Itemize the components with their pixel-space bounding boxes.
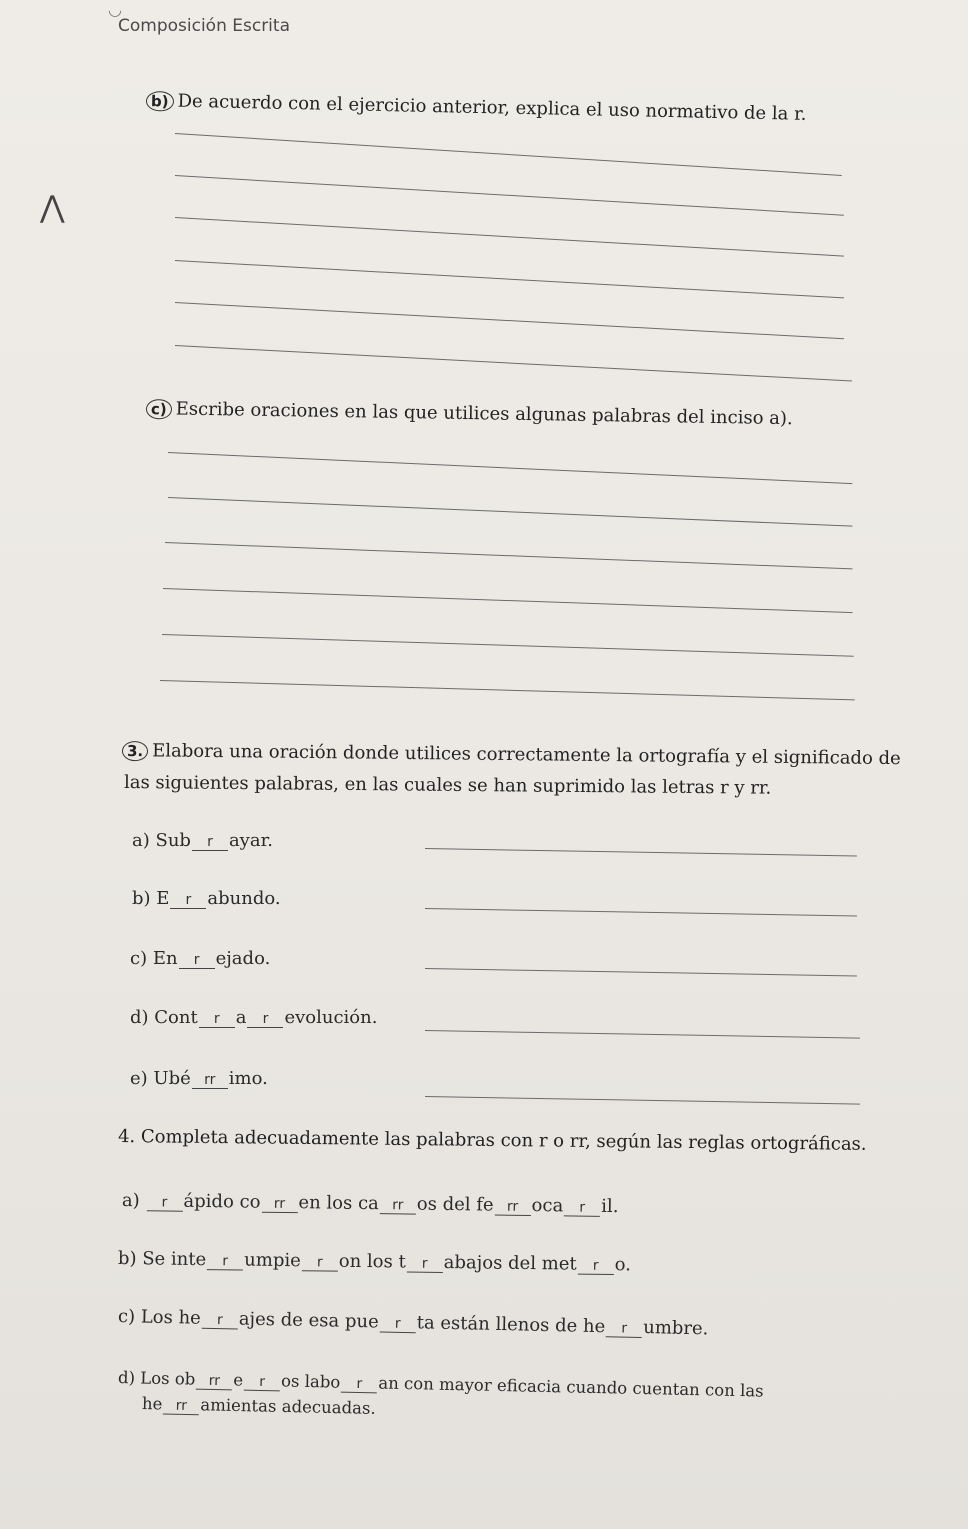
letter-blank[interactable]: r <box>146 1194 182 1211</box>
letter-blank[interactable]: r <box>244 1374 280 1392</box>
answer-line[interactable] <box>175 260 844 298</box>
word-part: umpie <box>244 1249 301 1272</box>
word-part: e <box>233 1370 244 1390</box>
word-part: Se inte <box>142 1248 207 1271</box>
letter-blank[interactable]: r <box>407 1256 443 1273</box>
exercise-3-item-d <box>130 1007 377 1028</box>
exercise-3-text-line2: las siguientes palabras, en las cuales se han suprimido las letras r y rr. <box>123 772 772 799</box>
word-part: amientas adecuadas. <box>200 1395 376 1418</box>
item-label: a) <box>132 830 150 851</box>
exercise-3-item-a <box>132 830 273 851</box>
word-part: abajos del met <box>443 1251 577 1275</box>
section-c-text: Escribe oraciones en las que utilices algunas palabras del inciso a). <box>175 398 793 430</box>
letter-blank[interactable]: r <box>207 1253 243 1270</box>
section-b-text: De acuerdo con el ejercicio anterior, explica el uso normativo de la r. <box>177 90 807 125</box>
word-part: os labo <box>280 1371 341 1392</box>
answer-line[interactable] <box>175 133 842 176</box>
word-part: imo. <box>228 1068 268 1089</box>
letter-blank[interactable]: r <box>578 1258 614 1275</box>
word-part: os del fe <box>416 1193 494 1216</box>
section-b-label: b) <box>146 91 174 112</box>
exercise-4-item-c <box>118 1306 709 1339</box>
answer-line[interactable] <box>175 217 844 257</box>
answer-line[interactable] <box>160 680 855 700</box>
page-edge-mark: ◡ <box>108 0 122 19</box>
word-part: ápido co <box>183 1190 261 1213</box>
answer-line[interactable] <box>175 345 852 381</box>
pen-mark-icon: ⋀ <box>40 190 65 225</box>
word-part: En <box>152 948 178 969</box>
word-part: a <box>235 1007 247 1028</box>
exercise-3-text-line1: Elabora una oración donde utilices correctamente la ortografía y el significado de <box>152 740 901 770</box>
answer-line[interactable] <box>165 542 853 569</box>
exercise-3-item-b <box>132 888 281 909</box>
exercise-3-item-c <box>130 948 270 969</box>
letter-blank[interactable]: rr <box>494 1199 530 1216</box>
letter-blank[interactable]: rr <box>196 1373 232 1391</box>
word-part: umbre. <box>643 1317 709 1340</box>
letter-blank[interactable]: r <box>564 1199 600 1216</box>
word-part: ta están llenos de he <box>416 1312 606 1338</box>
page-header: Composición Escrita <box>118 16 290 36</box>
exercise-3-item-e <box>130 1068 268 1089</box>
word-part: he <box>141 1394 163 1414</box>
item-label: a) <box>121 1190 140 1212</box>
answer-line[interactable] <box>175 175 844 216</box>
letter-blank[interactable]: rr <box>163 1397 199 1415</box>
item-label: e) <box>130 1068 148 1089</box>
word-part: en los ca <box>298 1192 379 1215</box>
answer-line[interactable] <box>168 497 852 527</box>
letter-blank[interactable]: r <box>179 952 215 969</box>
letter-blank[interactable]: r <box>302 1254 338 1271</box>
word-part: on los t <box>338 1250 406 1273</box>
letter-blank[interactable]: r <box>380 1315 416 1333</box>
exercise-4-item-b <box>118 1248 631 1275</box>
answer-line[interactable] <box>162 634 854 657</box>
answer-line[interactable] <box>175 302 844 339</box>
word-part: evolución. <box>284 1007 378 1028</box>
word-part: Sub <box>155 830 191 851</box>
answer-line[interactable] <box>425 848 857 857</box>
word-part: il. <box>601 1195 619 1218</box>
letter-blank[interactable]: rr <box>380 1197 416 1214</box>
item-label: d) <box>117 1368 136 1388</box>
word-part: abundo. <box>207 888 281 909</box>
word-part: ayar. <box>228 830 273 851</box>
item-label: c) <box>117 1306 136 1328</box>
item-label: b) <box>117 1248 137 1270</box>
letter-blank[interactable]: rr <box>261 1196 297 1213</box>
answer-line[interactable] <box>163 588 853 613</box>
letter-blank[interactable]: r <box>606 1320 642 1338</box>
item-label: c) <box>130 948 148 969</box>
exercise-3-instruction <box>122 740 901 769</box>
item-label: b) <box>132 888 151 909</box>
answer-line[interactable] <box>425 1096 860 1105</box>
answer-line[interactable] <box>168 452 852 484</box>
answer-line[interactable] <box>425 908 857 917</box>
letter-blank[interactable]: r <box>170 892 206 909</box>
letter-blank[interactable]: rr <box>192 1072 228 1089</box>
section-b-instruction <box>146 90 807 125</box>
exercise-4-instruction: 4. Completa adecuadamente las palabras con r o rr, según las reglas ortográficas. <box>117 1126 867 1155</box>
word-part: ajes de esa pue <box>238 1308 379 1333</box>
item-label: d) <box>130 1007 149 1028</box>
letter-blank[interactable]: r <box>247 1011 283 1028</box>
word-part: Ubé <box>153 1068 191 1089</box>
letter-blank[interactable]: r <box>199 1011 235 1028</box>
letter-blank[interactable]: r <box>341 1376 377 1394</box>
word-part: oca <box>531 1195 564 1217</box>
section-c-label: c) <box>146 399 172 419</box>
exercise-3-number: 3. <box>122 741 148 761</box>
exercise-4-item-a <box>122 1190 619 1217</box>
exercise-4-item-d-line2 <box>142 1394 376 1419</box>
word-part: o. <box>614 1254 632 1276</box>
word-part: Los ob <box>140 1368 196 1389</box>
answer-line[interactable] <box>425 1030 860 1039</box>
word-part: an con mayor eficacia cuando cuentan con las <box>378 1373 764 1401</box>
letter-blank[interactable]: r <box>202 1312 238 1330</box>
answer-line[interactable] <box>425 968 857 977</box>
word-part: ejado. <box>215 948 271 969</box>
word-part: Los he <box>140 1306 202 1329</box>
letter-blank[interactable]: r <box>192 834 228 851</box>
word-part: E <box>156 888 170 909</box>
word-part: Cont <box>154 1007 198 1028</box>
section-c-instruction <box>146 398 793 429</box>
